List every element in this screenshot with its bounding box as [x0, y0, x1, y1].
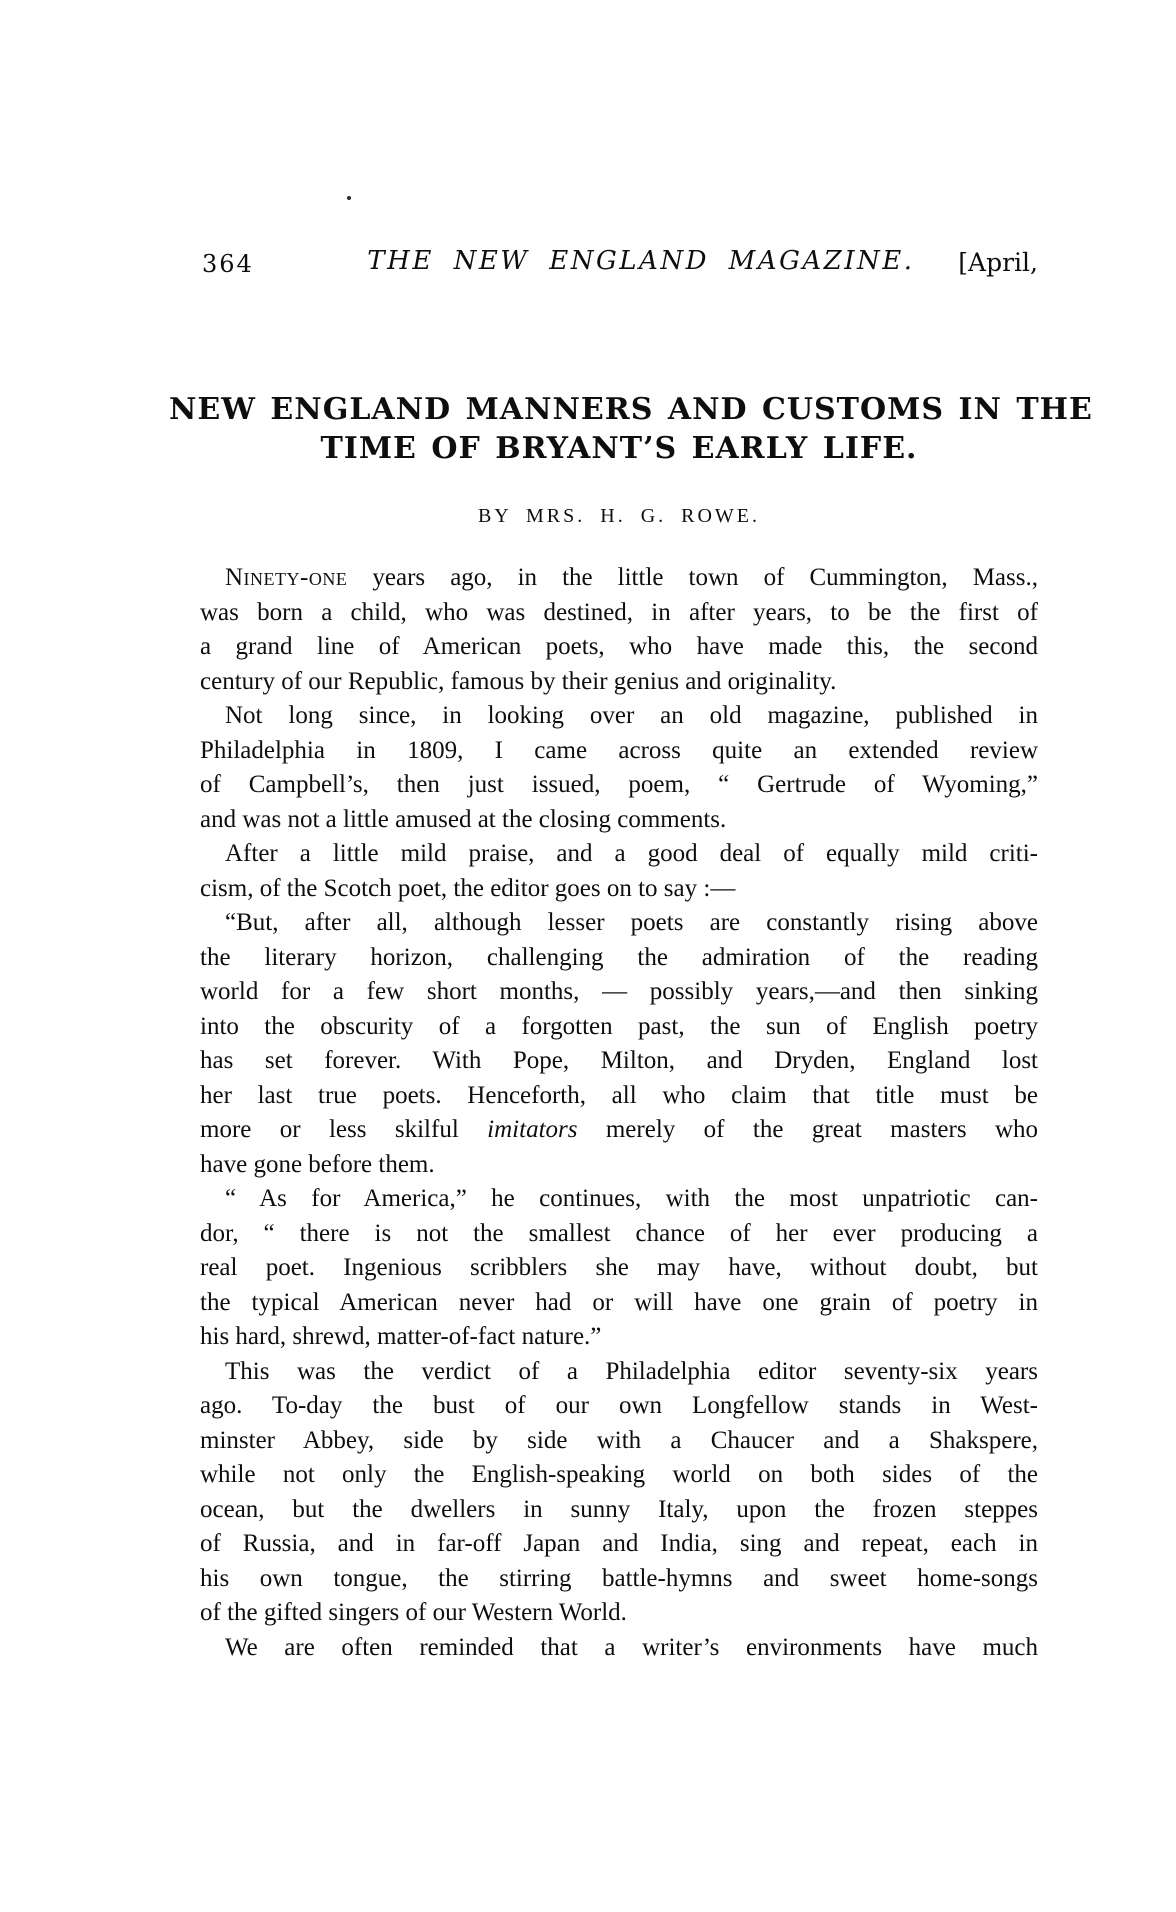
text-line	[200, 1355, 1038, 1390]
text-segment: and was not a little amused at the closing comments.	[200, 805, 727, 833]
page-header	[200, 246, 1038, 282]
text-line	[200, 1286, 1038, 1321]
text-line	[200, 1527, 1038, 1562]
text-line	[200, 1458, 1038, 1493]
text-segment: After a little mild praise, and a good deal of equally mild criti-	[225, 840, 1038, 867]
running-title: THE NEW ENGLAND MAGAZINE.	[367, 246, 915, 276]
text-segment: century of our Republic, famous by their genius and originality.	[200, 667, 837, 695]
text-line	[200, 1182, 1038, 1217]
text-line	[200, 1493, 1038, 1528]
text-segment: her last true poets. Henceforth, all who claim that title must be	[200, 1081, 1038, 1109]
text-segment: minster Abbey, side by side with a Chaucer and a Shakspere,	[200, 1426, 1038, 1454]
text-segment: the literary horizon, challenging the admiration of the reading	[200, 943, 1038, 971]
text-line	[200, 768, 1038, 803]
text-line	[200, 941, 1038, 976]
text-line	[200, 596, 1038, 631]
italic-text: imitators	[487, 1116, 578, 1143]
text-segment: Not long since, in looking over an old magazine, published in	[225, 702, 1038, 729]
text-segment: cism, of the Scotch poet, the editor goes on to say :—	[200, 874, 736, 902]
text-segment: “But, after all, although lesser poets are constantly rising above	[225, 909, 1038, 936]
text-line	[200, 1079, 1038, 1114]
text-segment: of Russia, and in far-off Japan and India, sing and repeat, each in	[200, 1530, 1038, 1557]
text-line	[200, 561, 1038, 596]
text-line	[200, 906, 1038, 941]
text-segment: while not only the English-speaking world on both sides of the	[200, 1461, 1038, 1488]
text-segment: real poet. Ingenious scribblers she may have, without doubt, but	[200, 1254, 1038, 1281]
text-segment: the typical American never had or will have one grain of poetry in	[200, 1288, 1038, 1316]
text-segment: world for a few short months, — possibly years,—and then sinking	[200, 978, 1038, 1005]
text-segment: his hard, shrewd, matter-of-fact nature.”	[200, 1323, 602, 1350]
text-segment: of the gifted singers of our Western World.	[200, 1599, 627, 1626]
text-line	[200, 1562, 1038, 1597]
text-segment: of Campbell’s, then just issued, poem, “ Gertrude of Wyoming,”	[200, 771, 1038, 798]
text-line	[200, 1251, 1038, 1286]
text-line	[200, 1320, 1038, 1355]
text-line	[200, 975, 1038, 1010]
text-line	[200, 1389, 1038, 1424]
text-line	[200, 872, 1038, 907]
byline: BY MRS. H. G. ROWE.	[477, 505, 761, 527]
text-line	[200, 1217, 1038, 1252]
text-line	[200, 699, 1038, 734]
page-number: 364	[202, 250, 254, 278]
text-line	[200, 1148, 1038, 1183]
text-segment: more or less skilful	[200, 1116, 488, 1143]
text-segment: merely of the great masters who	[577, 1116, 1038, 1143]
text-segment: years ago, in the little town of Cummington, Mass.,	[347, 564, 1038, 591]
article-body	[200, 561, 1038, 1665]
text-line	[200, 1424, 1038, 1459]
text-line	[200, 630, 1038, 665]
text-segment: into the obscurity of a forgotten past, the sun of English poetry	[200, 1012, 1038, 1040]
small-caps-text: Ninety-one	[225, 564, 348, 591]
text-line	[200, 734, 1038, 769]
text-line	[200, 837, 1038, 872]
text-line	[200, 1044, 1038, 1079]
scan-speck	[347, 196, 351, 200]
text-segment: Philadelphia in 1809, I came across quite an extended review	[200, 736, 1038, 764]
article-title-line-1: NEW ENGLAND MANNERS AND CUSTOMS IN THE	[169, 392, 1093, 427]
article-title-line-2: TIME OF BRYANT’S EARLY LIFE.	[320, 431, 918, 466]
text-segment: ocean, but the dwellers in sunny Italy, upon the frozen steppes	[200, 1495, 1038, 1523]
text-line	[200, 1631, 1038, 1666]
text-segment: was born a child, who was destined, in after years, to be the first of	[200, 598, 1038, 626]
text-segment: his own tongue, the stirring battle-hymns and sweet home-songs	[200, 1564, 1038, 1592]
text-line	[200, 803, 1038, 838]
text-segment: “ As for America,” he continues, with the most unpatriotic can-	[225, 1185, 1038, 1212]
text-segment: This was the verdict of a Philadelphia editor seventy-six years	[225, 1357, 1038, 1385]
text-segment: have gone before them.	[200, 1150, 435, 1178]
text-segment: a grand line of American poets, who have made this, the second	[200, 633, 1038, 660]
issue-date: [April,	[958, 248, 1038, 277]
article-title	[169, 390, 1093, 468]
text-segment: dor, “ there is not the smallest chance of her ever producing a	[200, 1219, 1038, 1247]
text-line	[200, 1596, 1038, 1631]
text-segment: has set forever. With Pope, Milton, and Dryden, England lost	[200, 1047, 1038, 1074]
text-line	[200, 1010, 1038, 1045]
text-segment: ago. To-day the bust of our own Longfellow stands in West-	[200, 1392, 1038, 1419]
text-line	[200, 665, 1038, 700]
text-line	[200, 1113, 1038, 1148]
text-segment: We are often reminded that a writer’s environments have much	[225, 1633, 1038, 1661]
